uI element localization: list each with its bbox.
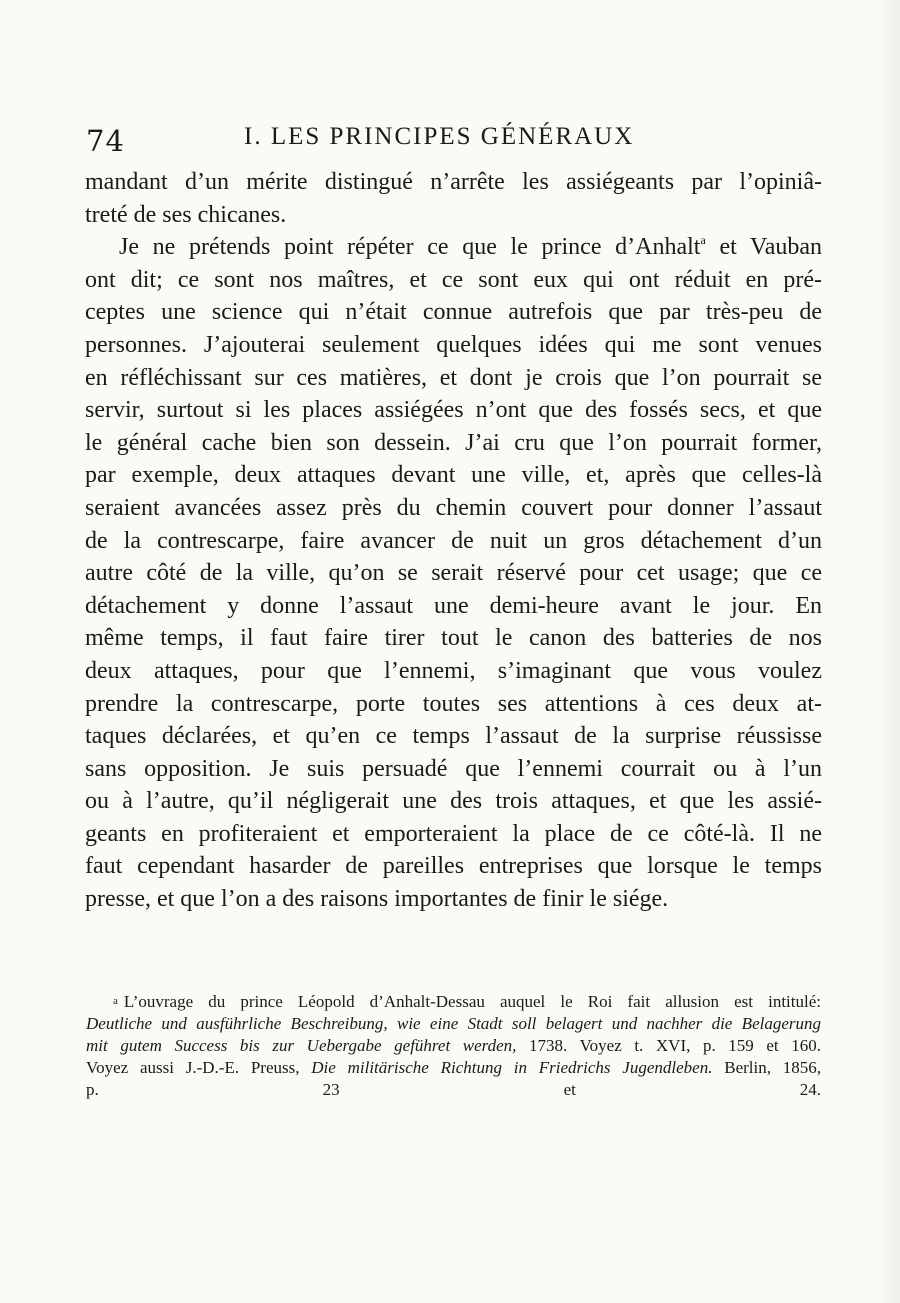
- text-line: ceptes une science qui n’était connue autrefois que par très-peu de: [85, 299, 822, 326]
- footnote-letter: a: [113, 995, 118, 1007]
- footnote-line: Deutliche und ausführliche Beschreibung, wie eine Stadt soll belagert und nachher die Belagerung: [86, 1014, 821, 1033]
- text-line: presse, et que l’on a des raisons importantes de finir le siége.: [85, 886, 669, 913]
- text-line: deux attaques, pour que l’ennemi, s’imaginant que vous voulez: [85, 657, 822, 684]
- footnote-line: [86, 990, 821, 1013]
- text-segment: et Vauban: [705, 234, 822, 261]
- text-line: seraient avancées assez près du chemin couvert pour donner l’assaut: [85, 494, 822, 521]
- text-line: ont dit; ce sont nos maîtres, et ce sont eux qui ont réduit en pré-: [85, 266, 822, 293]
- footnote-line: p. 23 et 24.: [86, 1080, 821, 1099]
- footnote-segment: Voyez aussi J.-D.-E. Preuss,: [86, 1058, 312, 1077]
- text-line: ou à l’autre, qu’il négligerait une des trois attaques, et que les assié-: [85, 788, 822, 815]
- page-number: 74: [86, 124, 125, 158]
- text-line: par exemple, deux attaques devant une ville, et, après que celles-là: [85, 462, 822, 489]
- text-line: taques déclarées, et qu’en ce temps l’assaut de la surprise réussisse: [85, 723, 822, 750]
- text-line: en réfléchissant sur ces matières, et dont je crois que l’on pourrait se: [85, 364, 822, 391]
- text-line: mandant d’un mérite distingué n’arrête les assiégeants par l’opiniâ-: [85, 169, 822, 195]
- text-line: le général cache bien son dessein. J’ai cru que l’on pourrait former,: [85, 429, 822, 456]
- text-line: treté de ses chicanes.: [85, 201, 287, 228]
- footnote-segment: 1738. Voyez t. XVI, p. 159 et 160.: [516, 1036, 821, 1055]
- footnote-segment: Die militärische Richtung in Friedrichs Jugendleben.: [311, 1058, 713, 1077]
- text-line: servir, surtout si les places assiégées n’ont que des fossés secs, et que: [85, 397, 822, 424]
- text-line: sans opposition. Je suis persuadé que l’ennemi courrait ou à l’un: [85, 755, 822, 782]
- text-segment: Je ne prétends point répéter ce que le prince d’Anhalt: [119, 234, 701, 261]
- footnote-segment: mit gutem Success bis zur Uebergabe geführet werden,: [86, 1036, 517, 1055]
- text-line: même temps, il faut faire tirer tout le canon des batteries de nos: [85, 625, 822, 652]
- footnote-segment: Berlin, 1856,: [712, 1058, 821, 1077]
- text-line: autre côté de la ville, qu’on se serait réservé pour cet usage; que ce: [85, 560, 822, 587]
- footnote-line: [86, 1035, 821, 1057]
- text-line: faut cependant hasarder de pareilles entreprises que lorsque le temps: [85, 853, 822, 880]
- footnote-marker: a: [700, 233, 706, 248]
- text-line: personnes. J’ajouterai seulement quelques idées qui me sont venues: [85, 331, 822, 358]
- text-line: [85, 231, 822, 264]
- text-line: prendre la contrescarpe, porte toutes ses attentions à ces deux at-: [85, 690, 822, 717]
- footnote: [86, 990, 821, 1101]
- footnote-line: [86, 1057, 821, 1079]
- body-text: [85, 166, 822, 916]
- running-head: I. LES PRINCIPES GÉNÉRAUX: [244, 123, 635, 150]
- text-line: geants en profiteraient et emporteraient la place de ce côté-là. Il ne: [85, 820, 822, 847]
- text-line: de la contrescarpe, faire avancer de nuit un gros détachement d’un: [85, 527, 822, 554]
- page-edge-shadow: [876, 0, 900, 1303]
- footnote-segment: L’ouvrage du prince Léopold d’Anhalt-Dessau auquel le Roi fait allusion est intitulé:: [123, 992, 821, 1011]
- text-line: détachement y donne l’assaut une demi-heure avant le jour. En: [85, 592, 822, 619]
